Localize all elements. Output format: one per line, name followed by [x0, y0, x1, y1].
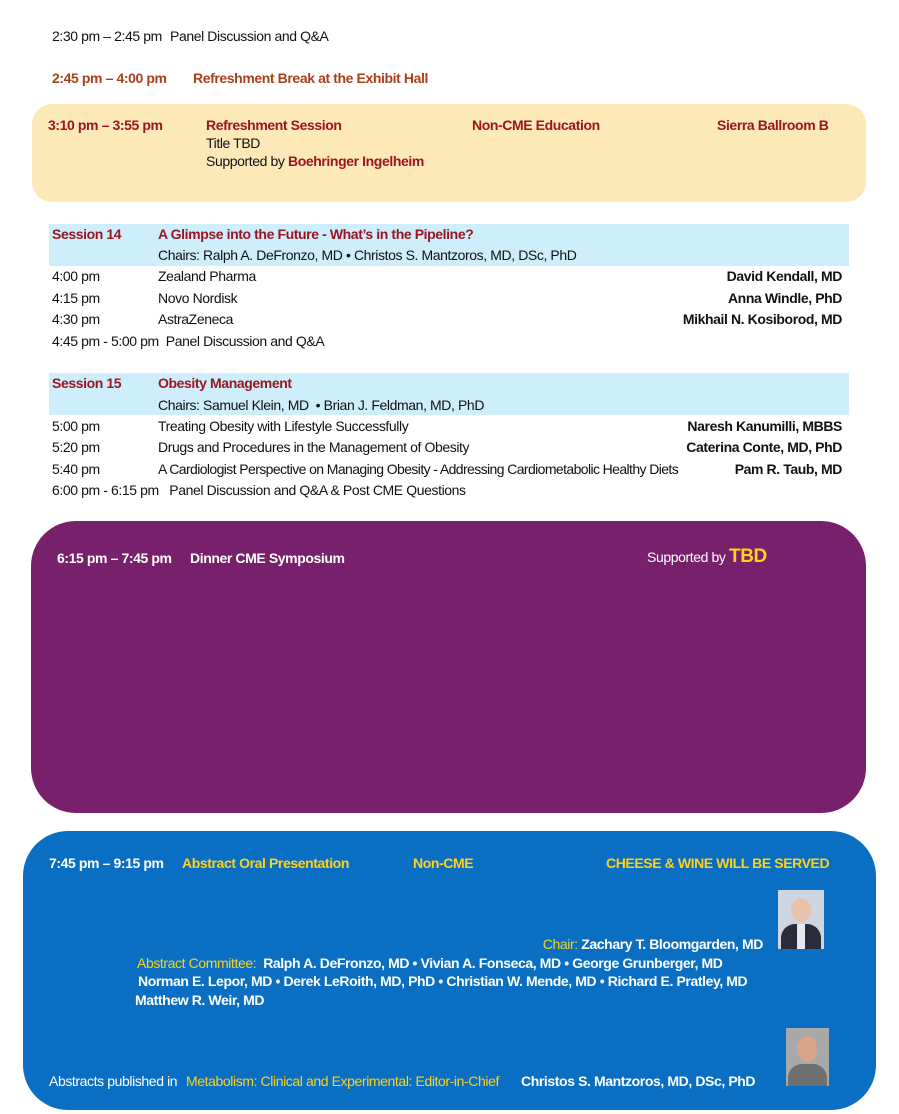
row-time: 4:30 pm	[52, 311, 100, 327]
refreshment-support	[206, 153, 424, 169]
session-number: Session 14	[52, 226, 122, 242]
row-time: 5:00 pm	[52, 418, 100, 434]
panel-time: 2:30 pm – 2:45 pm	[52, 28, 162, 44]
abstract-type: Non-CME	[413, 855, 474, 871]
supported-prefix: Supported by	[647, 549, 726, 565]
row-topic: Treating Obesity with Lifestyle Successfully	[158, 418, 409, 434]
dinner-time: 6:15 pm – 7:45 pm	[57, 550, 172, 566]
session-closing: 4:45 pm - 5:00 pm Panel Discussion and Q&A	[52, 333, 325, 349]
row-time: 4:15 pm	[52, 290, 100, 306]
dinner-title: Dinner CME Symposium	[190, 550, 345, 566]
editor-name: Christos S. Mantzoros, MD, DSc, PhD	[521, 1073, 756, 1089]
committee-line: Ralph A. DeFronzo, MD • Vivian A. Fonseca, MD • George Grunberger, MD	[263, 955, 723, 971]
chair-line	[543, 936, 763, 952]
abstract-title: Abstract Oral Presentation	[182, 855, 349, 871]
row-topic: Drugs and Procedures in the Management of Obesity	[158, 439, 470, 455]
published-prefix: Abstracts published in	[49, 1073, 178, 1089]
row-speaker: Naresh Kanumilli, MBBS	[687, 418, 842, 434]
committee-line: Norman E. Lepor, MD • Derek LeRoith, MD, PhD • Christian W. Mende, MD • Richard E. Pratley, MD	[138, 973, 748, 989]
row-time: 5:20 pm	[52, 439, 100, 455]
session-chairs: Chairs: Samuel Klein, MD • Brian J. Feldman, MD, PhD	[158, 397, 485, 413]
refreshment-type: Non-CME Education	[472, 117, 600, 133]
chair-photo	[778, 890, 824, 949]
row-time: 5:40 pm	[52, 461, 100, 477]
break-time: 2:45 pm – 4:00 pm	[52, 70, 167, 86]
row-speaker: David Kendall, MD	[726, 268, 842, 284]
refreshment-time: 3:10 pm – 3:55 pm	[48, 117, 163, 133]
row-time: 4:00 pm	[52, 268, 100, 284]
sponsor: Boehringer Ingelheim	[287, 153, 424, 169]
session-title: A Glimpse into the Future - What’s in the Pipeline?	[158, 226, 474, 242]
committee-line: Matthew R. Weir, MD	[135, 992, 265, 1008]
session-chairs: Chairs: Ralph A. DeFronzo, MD • Christos S. Mantzoros, MD, DSc, PhD	[158, 247, 577, 263]
dinner-support	[647, 547, 767, 567]
refreshment-title: Refreshment Session	[206, 117, 342, 133]
row-topic: Novo Nordisk	[158, 290, 238, 306]
chair-label: Chair:	[542, 936, 578, 952]
row-speaker: Mikhail N. Kosiborod, MD	[682, 311, 842, 327]
panel-label: Panel Discussion and Q&A	[170, 28, 329, 44]
abstract-note: CHEESE & WINE WILL BE SERVED	[606, 855, 830, 871]
chair-name: Zachary T. Bloomgarden, MD	[581, 936, 763, 952]
session-title: Obesity Management	[158, 375, 292, 391]
refreshment-subtitle: Title TBD	[206, 135, 260, 151]
row-topic: A Cardiologist Perspective on Managing Obesity - Addressing Cardiometabolic Healthy Diets	[158, 461, 679, 477]
session-closing: 6:00 pm - 6:15 pm Panel Discussion and Q&A & Post CME Questions	[52, 482, 466, 498]
row-speaker: Pam R. Taub, MD	[734, 461, 842, 477]
row-speaker: Anna Windle, PhD	[727, 290, 842, 306]
row-topic: AstraZeneca	[158, 311, 233, 327]
sponsor: TBD	[728, 546, 767, 567]
supported-prefix: Supported by	[206, 153, 285, 169]
break-label: Refreshment Break at the Exhibit Hall	[193, 70, 428, 86]
row-topic: Zealand Pharma	[158, 268, 256, 284]
row-speaker: Caterina Conte, MD, PhD	[686, 439, 842, 455]
journal-name: Metabolism: Clinical and Experimental: Editor-in-Chief	[186, 1073, 499, 1089]
committee-label: Abstract Committee:	[137, 955, 257, 971]
refreshment-location: Sierra Ballroom B	[717, 117, 829, 133]
abstract-time: 7:45 pm – 9:15 pm	[49, 855, 164, 871]
session-number: Session 15	[52, 375, 122, 391]
editor-photo	[786, 1028, 829, 1086]
